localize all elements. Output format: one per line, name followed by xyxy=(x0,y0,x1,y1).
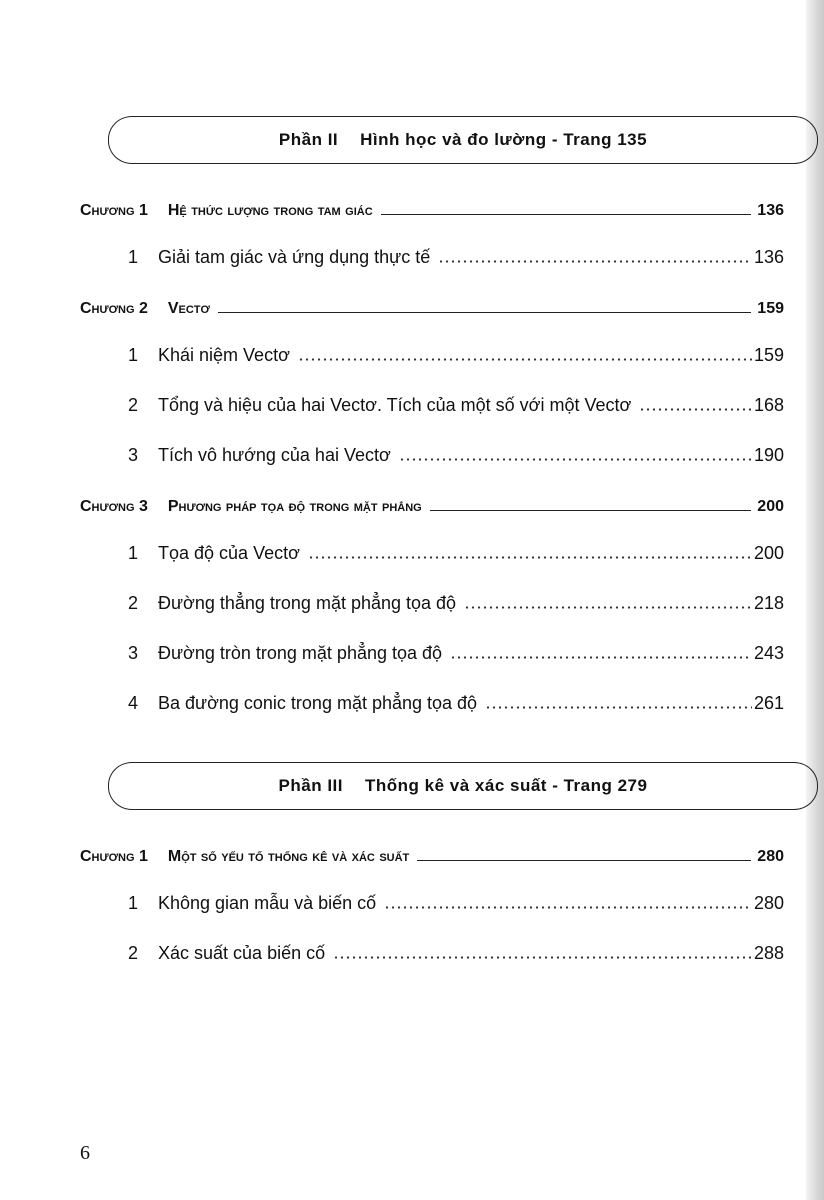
lesson-page: 261 xyxy=(753,693,784,713)
lesson-title: Không gian mẫu và biến cố xyxy=(158,893,377,913)
lesson-page: 280 xyxy=(753,893,784,913)
chapter-title: Phương pháp tọa độ trong mặt phẳng xyxy=(167,498,422,515)
leader-dots xyxy=(438,260,752,263)
chapter-row[interactable] xyxy=(80,292,784,318)
part-number: Phần III xyxy=(278,776,344,795)
lesson-page: 200 xyxy=(753,543,784,563)
lesson-row[interactable] xyxy=(128,638,784,664)
leader-rule xyxy=(430,510,752,511)
lesson-row[interactable] xyxy=(128,390,784,416)
lesson-page: 159 xyxy=(753,345,784,365)
leader-dots xyxy=(298,358,752,361)
chapter-title: Vectơ xyxy=(167,300,210,317)
lesson-title: Tọa độ của Vectơ xyxy=(158,543,300,563)
lesson-index: 3 xyxy=(128,643,139,663)
part-banner xyxy=(108,116,818,164)
lesson-page: 243 xyxy=(753,643,784,663)
lesson-row[interactable] xyxy=(128,538,784,564)
part-title: Hình học và đo lường - Trang 135 xyxy=(360,130,648,149)
lesson-title: Tổng và hiệu của hai Vectơ. Tích của một số với một Vectơ xyxy=(158,395,632,415)
lesson-row[interactable] xyxy=(128,340,784,366)
chapter-title: Hệ thức lượng trong tam giác xyxy=(167,202,373,219)
chapter-label: Chương 1 xyxy=(80,848,148,865)
lesson-page: 288 xyxy=(753,943,784,963)
lesson-row[interactable] xyxy=(128,938,784,964)
lesson-index: 4 xyxy=(128,693,139,713)
lesson-title: Xác suất của biến cố xyxy=(158,943,326,963)
lesson-title: Đường thẳng trong mặt phẳng tọa độ xyxy=(158,593,457,613)
leader-rule xyxy=(381,214,752,215)
part-title: Thống kê và xác suất - Trang 279 xyxy=(365,776,648,795)
lesson-page: 168 xyxy=(753,395,784,415)
lesson-page: 190 xyxy=(753,445,784,465)
leader-dots xyxy=(639,408,752,411)
page-edge-shadow xyxy=(806,0,824,1200)
chapter-page: 159 xyxy=(757,300,784,317)
lesson-title: Tích vô hướng của hai Vectơ xyxy=(158,445,391,465)
lesson-title: Khái niệm Vectơ xyxy=(158,345,290,365)
part-banner xyxy=(108,762,818,810)
leader-dots xyxy=(333,956,752,959)
lesson-title: Đường tròn trong mặt phẳng tọa độ xyxy=(158,643,443,663)
chapter-page: 200 xyxy=(757,498,784,515)
leader-dots xyxy=(485,706,752,709)
lesson-page: 218 xyxy=(753,593,784,613)
leader-rule xyxy=(218,312,751,313)
lesson-page: 136 xyxy=(753,247,784,267)
lesson-row[interactable] xyxy=(128,440,784,466)
chapter-label: Chương 3 xyxy=(80,498,148,515)
leader-dots xyxy=(384,906,752,909)
part-number: Phần II xyxy=(278,130,339,149)
leader-dots xyxy=(450,656,752,659)
chapter-row[interactable] xyxy=(80,490,784,516)
lesson-row[interactable] xyxy=(128,242,784,268)
chapter-title: Một số yếu tố thống kê và xác suất xyxy=(167,848,410,865)
lesson-index: 3 xyxy=(128,445,139,465)
lesson-index: 1 xyxy=(128,543,139,563)
lesson-row[interactable] xyxy=(128,588,784,614)
lesson-index: 1 xyxy=(128,345,139,365)
chapter-row[interactable] xyxy=(80,840,784,866)
lesson-title: Giải tam giác và ứng dụng thực tế xyxy=(158,247,431,267)
lesson-index: 1 xyxy=(128,893,139,913)
lesson-index: 2 xyxy=(128,593,139,613)
lesson-row[interactable] xyxy=(128,888,784,914)
footer-page-number: 6 xyxy=(80,1142,90,1164)
leader-dots xyxy=(399,458,752,461)
chapter-page: 280 xyxy=(757,848,784,865)
lesson-row[interactable] xyxy=(128,688,784,714)
chapter-label: Chương 1 xyxy=(80,202,148,219)
leader-dots xyxy=(308,556,752,559)
chapter-row[interactable] xyxy=(80,194,784,220)
leader-dots xyxy=(464,606,752,609)
chapter-page: 136 xyxy=(757,202,784,219)
leader-rule xyxy=(417,860,751,861)
lesson-index: 2 xyxy=(128,943,139,963)
chapter-label: Chương 2 xyxy=(80,300,148,317)
lesson-title: Ba đường conic trong mặt phẳng tọa độ xyxy=(158,693,478,713)
lesson-index: 2 xyxy=(128,395,139,415)
lesson-index: 1 xyxy=(128,247,139,267)
